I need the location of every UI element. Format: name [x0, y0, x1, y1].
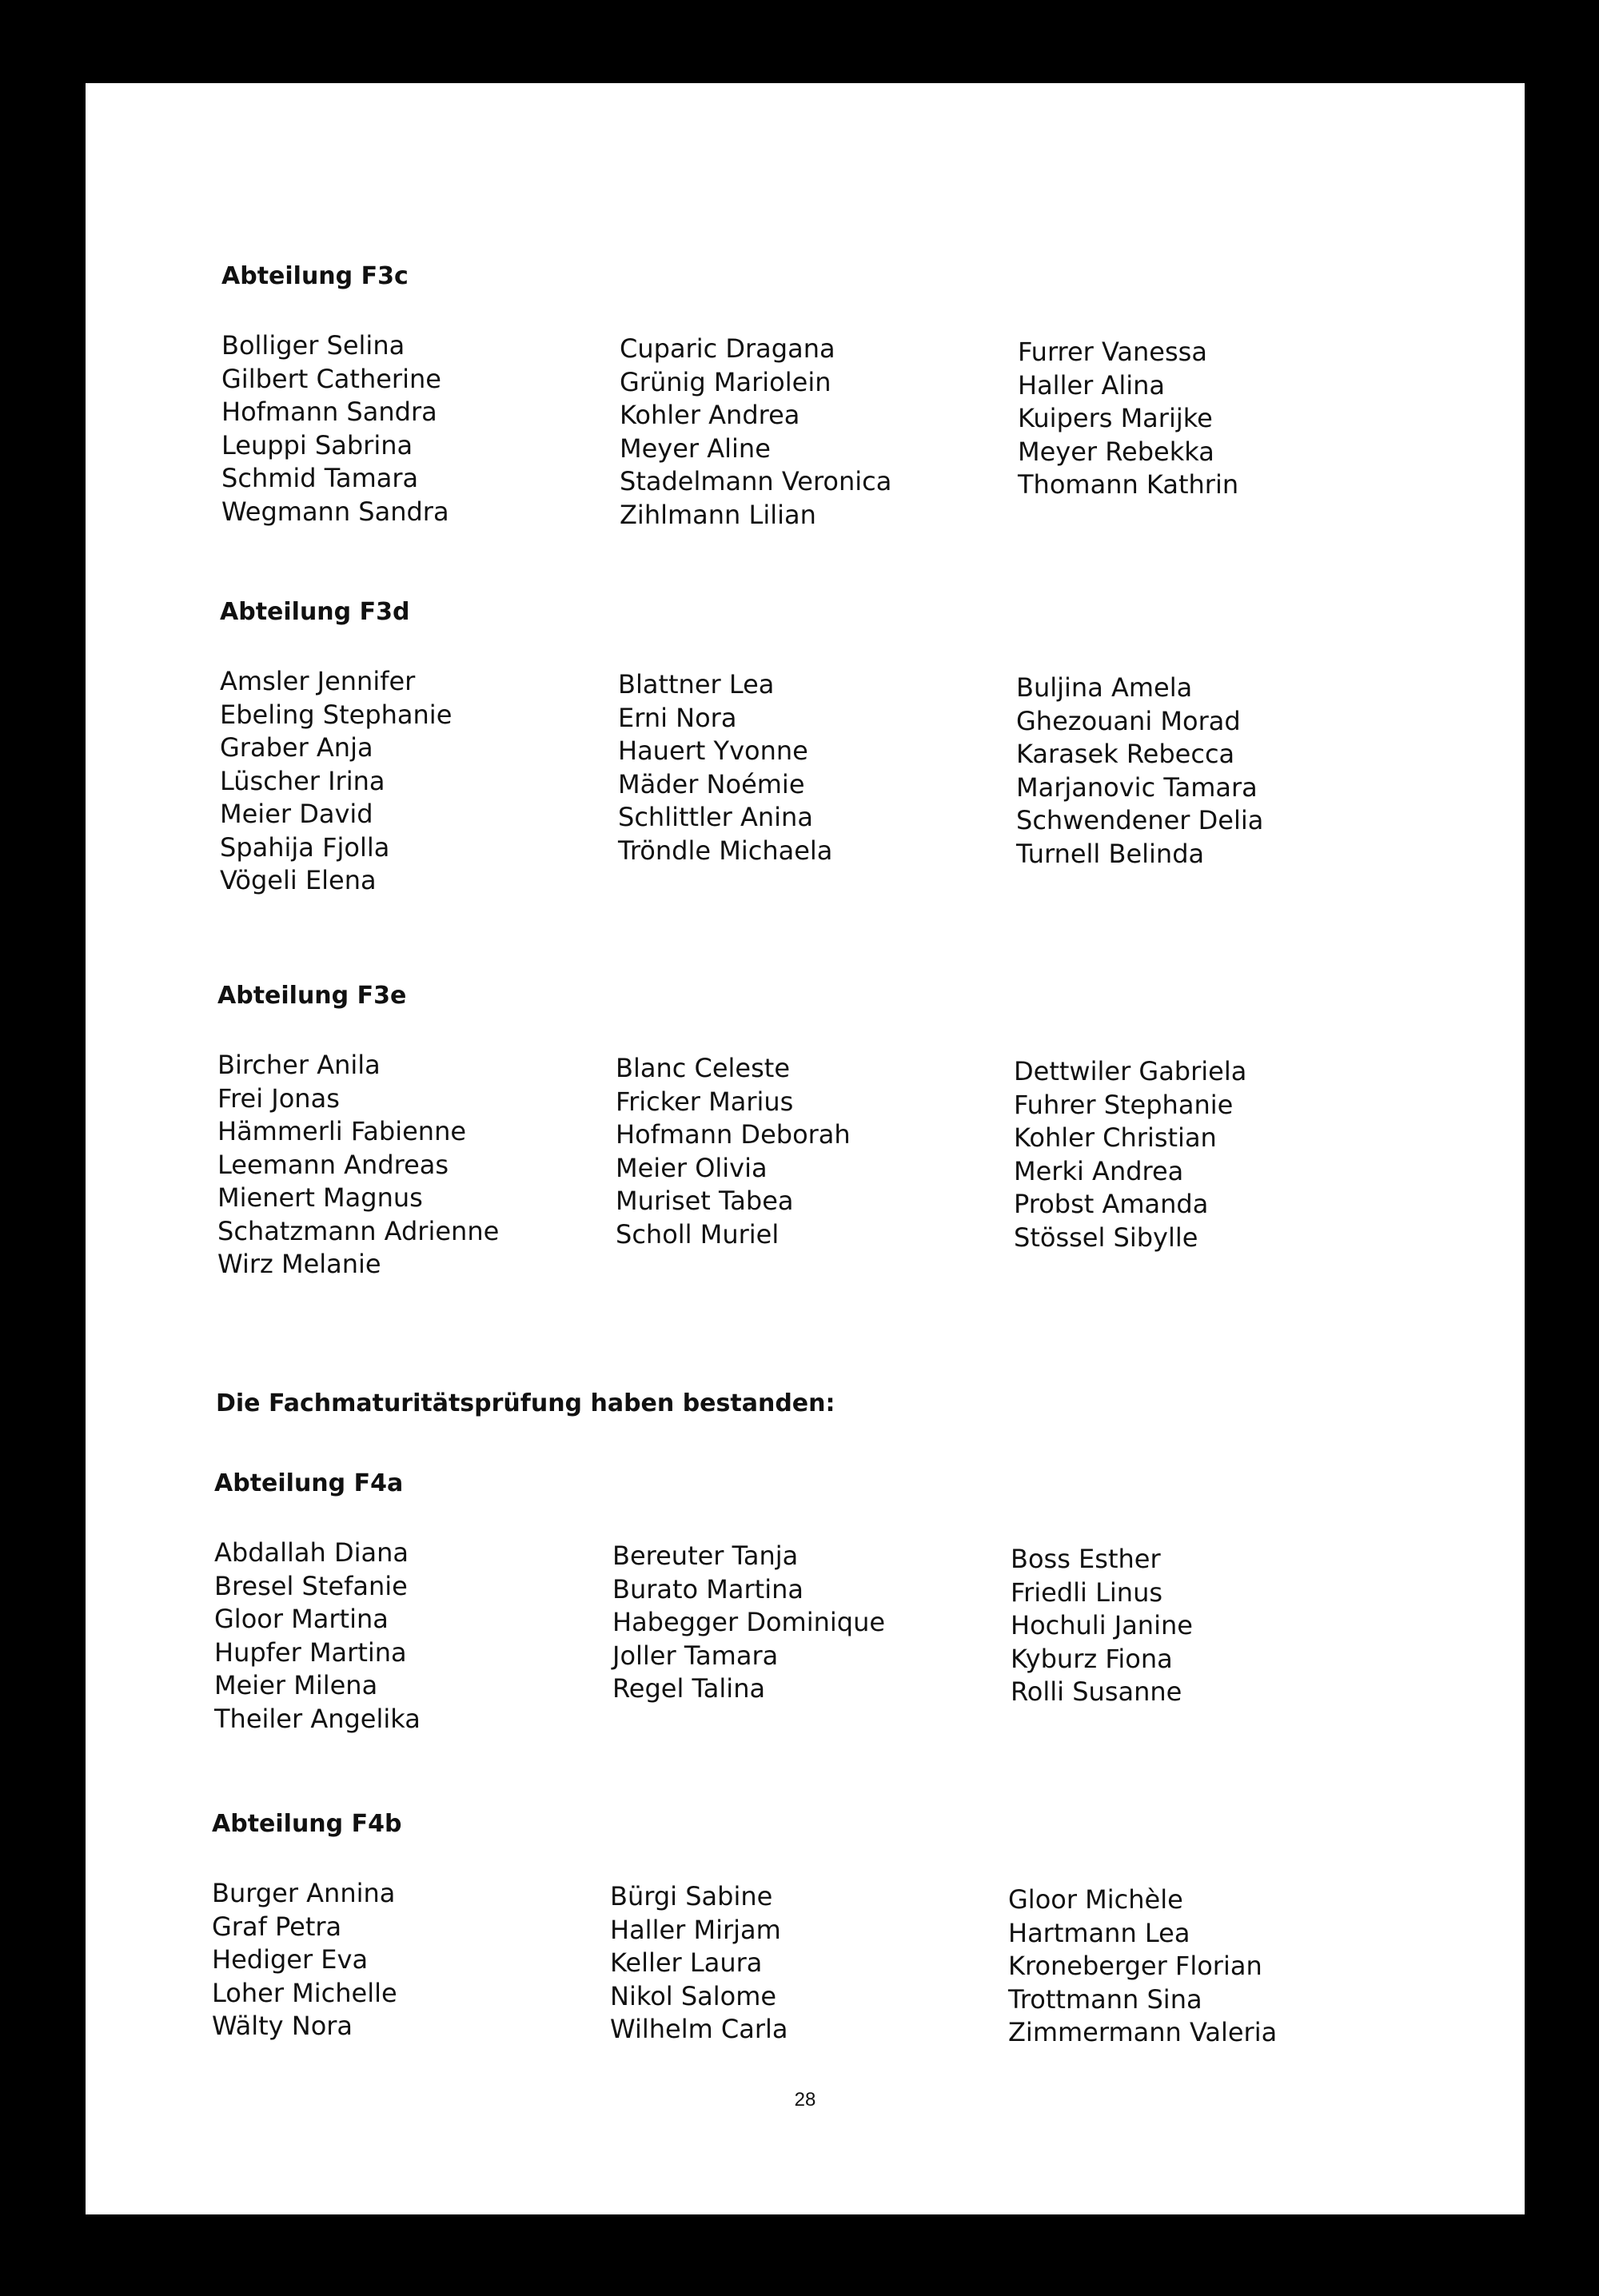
list-item: Scholl Muriel: [616, 1218, 780, 1250]
list-item: Hediger Eva: [212, 1944, 369, 1975]
list-item: Rolli Susanne: [1011, 1676, 1182, 1707]
section-title: Abteilung F3d: [220, 598, 410, 626]
list-item: Tröndle Michaela: [618, 835, 833, 866]
list-item: Kohler Christian: [1014, 1122, 1217, 1153]
list-item: Buljina Amela: [1016, 672, 1193, 703]
list-item: Loher Michelle: [212, 1977, 397, 2008]
section-title: Abteilung F3e: [217, 982, 407, 1010]
list-item: Gilbert Catherine: [221, 363, 441, 394]
list-item: Gloor Martina: [214, 1604, 389, 1634]
list-item: Wilhelm Carla: [610, 2014, 788, 2044]
list-item: Lüscher Irina: [220, 765, 385, 796]
passed-announcement: Die Fachmaturitätsprüfung haben bestanden:: [216, 1389, 835, 1417]
name-column-1: [220, 665, 452, 898]
list-item: Schlittler Anina: [618, 802, 813, 832]
list-item: Hauert Yvonne: [618, 735, 808, 766]
list-item: Wälty Nora: [212, 2011, 353, 2041]
list-item: Hupfer Martina: [214, 1636, 407, 1668]
list-item: Vögeli Elena: [220, 865, 377, 895]
list-item: Joller Tamara: [612, 1640, 779, 1671]
list-item: Thomann Kathrin: [1018, 469, 1239, 500]
list-item: Ebeling Stephanie: [220, 699, 453, 730]
name-column-2: [618, 668, 832, 867]
list-item: Frei Jonas: [217, 1082, 340, 1114]
name-column-3: [1011, 1543, 1193, 1709]
name-column-1: [221, 329, 449, 528]
list-item: Wirz Melanie: [217, 1249, 381, 1279]
list-item: Bürgi Sabine: [610, 1881, 773, 1911]
list-item: Hochuli Janine: [1011, 1610, 1193, 1640]
list-item: Haller Mirjam: [610, 1914, 781, 1945]
list-item: Blattner Lea: [618, 669, 775, 700]
list-item: Nikol Salome: [610, 1980, 777, 2011]
list-item: Meyer Rebekka: [1018, 436, 1214, 467]
list-item: Mäder Noémie: [618, 768, 805, 799]
list-item: Theiler Angelika: [214, 1703, 421, 1734]
list-item: Bresel Stefanie: [214, 1570, 408, 1601]
list-item: Wegmann Sandra: [221, 496, 449, 527]
list-item: Schwendener Delia: [1016, 805, 1264, 835]
list-item: Spahija Fjolla: [220, 831, 390, 863]
list-item: Kyburz Fiona: [1011, 1643, 1173, 1674]
list-item: Bereuter Tanja: [612, 1541, 799, 1571]
list-item: Hofmann Sandra: [221, 397, 437, 427]
list-item: Marjanovic Tamara: [1016, 771, 1258, 803]
list-item: Furrer Vanessa: [1018, 337, 1207, 367]
name-column-2: [610, 1880, 788, 2047]
list-item: Zihlmann Lilian: [620, 499, 816, 530]
name-column-3: [1014, 1055, 1246, 1254]
list-item: Haller Alina: [1018, 369, 1166, 401]
list-item: Erni Nora: [618, 702, 737, 733]
list-item: Karasek Rebecca: [1016, 739, 1235, 769]
list-item: Burato Martina: [612, 1573, 803, 1604]
list-item: Blanc Celeste: [616, 1053, 791, 1083]
name-column-2: [616, 1052, 851, 1251]
list-item: Hämmerli Fabienne: [217, 1116, 467, 1146]
name-column-1: [212, 1877, 397, 2043]
list-item: Fuhrer Stephanie: [1014, 1089, 1234, 1120]
section-title: Abteilung F3c: [221, 262, 409, 290]
list-item: Graber Anja: [220, 732, 373, 763]
list-item: Turnell Belinda: [1016, 838, 1205, 869]
list-item: Fricker Marius: [616, 1086, 794, 1117]
list-item: Stadelmann Veronica: [620, 466, 892, 496]
list-item: Graf Petra: [212, 1911, 342, 1942]
list-item: Stössel Sibylle: [1014, 1222, 1198, 1253]
list-item: Keller Laura: [610, 1947, 763, 1978]
list-item: Gloor Michèle: [1008, 1884, 1183, 1915]
list-item: Hartmann Lea: [1008, 1917, 1190, 1948]
document-page: [86, 83, 1525, 2214]
list-item: Regel Talina: [612, 1673, 766, 1704]
name-column-3: [1016, 672, 1263, 871]
page-number: 28: [794, 2089, 816, 2111]
list-item: Muriset Tabea: [616, 1186, 794, 1216]
list-item: Probst Amanda: [1014, 1189, 1209, 1219]
list-item: Grünig Mariolein: [620, 366, 831, 397]
list-item: Bircher Anila: [217, 1050, 381, 1080]
list-item: Schmid Tamara: [221, 463, 419, 493]
name-column-2: [612, 1540, 885, 1706]
list-item: Hofmann Deborah: [616, 1119, 851, 1150]
list-item: Leuppi Sabrina: [221, 429, 413, 460]
list-item: Trottmann Sina: [1008, 1983, 1202, 2015]
list-item: Kroneberger Florian: [1008, 1951, 1262, 1981]
list-item: Boss Esther: [1011, 1544, 1161, 1574]
list-item: Meyer Aline: [620, 432, 771, 464]
list-item: Habegger Dominique: [612, 1607, 886, 1637]
name-column-2: [620, 333, 891, 532]
list-item: Abdallah Diana: [214, 1537, 409, 1568]
name-column-1: [214, 1537, 421, 1736]
list-item: Zimmermann Valeria: [1008, 2017, 1278, 2047]
list-item: Burger Annina: [212, 1878, 396, 1908]
list-item: Amsler Jennifer: [220, 666, 416, 696]
list-item: Schatzmann Adrienne: [217, 1215, 500, 1246]
list-item: Ghezouani Morad: [1016, 705, 1241, 736]
list-item: Kuipers Marijke: [1018, 403, 1213, 433]
section-title: Abteilung F4b: [212, 1810, 402, 1838]
list-item: Meier David: [220, 799, 373, 829]
list-item: Merki Andrea: [1014, 1155, 1184, 1186]
name-column-3: [1008, 1883, 1277, 2050]
list-item: Mienert Magnus: [217, 1182, 423, 1213]
list-item: Dettwiler Gabriela: [1014, 1056, 1247, 1086]
list-item: Leemann Andreas: [217, 1149, 449, 1180]
list-item: Kohler Andrea: [620, 400, 800, 430]
list-item: Cuparic Dragana: [620, 333, 835, 364]
name-column-3: [1018, 336, 1238, 502]
list-item: Meier Olivia: [616, 1152, 768, 1183]
list-item: Meier Milena: [214, 1670, 378, 1700]
name-column-1: [217, 1049, 499, 1282]
list-item: Bolliger Selina: [221, 330, 405, 361]
list-item: Friedli Linus: [1011, 1577, 1163, 1608]
section-title: Abteilung F4a: [214, 1469, 404, 1497]
